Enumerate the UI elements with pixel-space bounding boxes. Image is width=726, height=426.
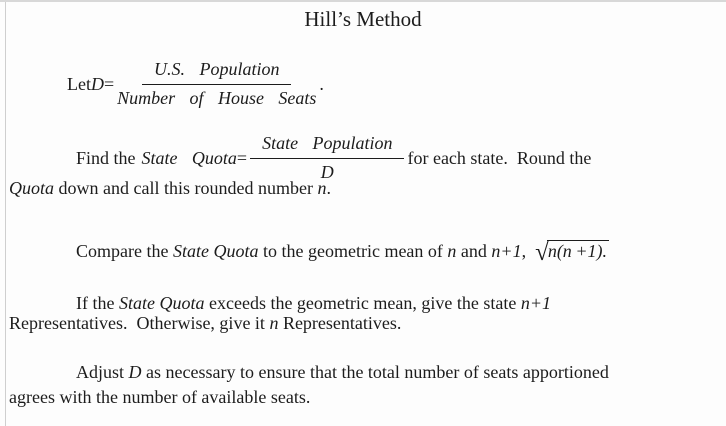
fraction-numerator: State Population [250, 132, 404, 159]
round-quota-word: Quota [9, 178, 54, 198]
adjust-text-2: as necessary to ensure that the total number of seats apportioned [141, 362, 609, 382]
compare-state-quota: State Quota [172, 241, 259, 261]
compare-text-2: to the geometric mean of [258, 241, 448, 261]
formula-quota-after: for each state. Round the [407, 148, 592, 168]
adjust-d: D [128, 362, 142, 382]
fraction-state-population [250, 132, 404, 184]
compare-text-3: and [456, 241, 492, 261]
left-border-line [5, 2, 6, 426]
radicand: n(n +1). [547, 241, 608, 261]
exceed-line2-text-1: Representatives. Otherwise, give it [9, 313, 270, 333]
paragraph-round-line2 [9, 178, 331, 198]
formula-quota-equals: = [236, 148, 248, 168]
formula-divisor-equals: = [104, 74, 115, 94]
formula-divisor-period: . [319, 74, 324, 94]
page-title: Hill’s Method [304, 7, 422, 31]
round-text: down and call this rounded number [54, 178, 318, 198]
paragraph-exceed-line2 [9, 313, 401, 333]
exceed-line2-n: n [269, 313, 279, 333]
exceed-n-plus-1: n+1 [520, 293, 552, 313]
compare-n-plus-1: n+1 [491, 241, 522, 261]
fraction-numerator: U.S. Population [142, 58, 291, 85]
formula-quota-find: Find the [76, 148, 136, 168]
paragraph-adjust-line2: agrees with the number of available seats. [9, 387, 311, 407]
fraction-denominator: D [320, 162, 334, 182]
adjust-text-1: Adjust [76, 362, 129, 382]
exceed-text-1: If the [76, 293, 119, 313]
fraction-us-population [117, 58, 316, 110]
formula-divisor-d: D [91, 74, 104, 94]
paragraph-compare [76, 239, 609, 266]
paragraph-exceed-line1 [76, 293, 551, 313]
exceed-text-2: exceeds the geometric mean, give the state [204, 293, 521, 313]
compare-text-1: Compare the [76, 241, 173, 261]
geometric-mean-radical [535, 239, 609, 266]
fraction-denominator: Number of House Seats [117, 88, 317, 108]
top-border-line [0, 0, 726, 2]
formula-quota-state-quota: State Quota [141, 148, 237, 168]
exceed-line2-text-2: Representatives. [278, 313, 402, 333]
compare-comma: , [521, 241, 536, 261]
radical-sign: √ [535, 239, 549, 266]
compare-n: n [447, 241, 457, 261]
round-period: . [326, 178, 331, 198]
formula-state-quota [76, 132, 591, 184]
exceed-state-quota: State Quota [118, 293, 205, 313]
round-n: n [317, 178, 327, 198]
paragraph-adjust-line1 [76, 362, 609, 382]
formula-divisor-let: Let [67, 74, 91, 94]
formula-divisor [67, 58, 324, 110]
